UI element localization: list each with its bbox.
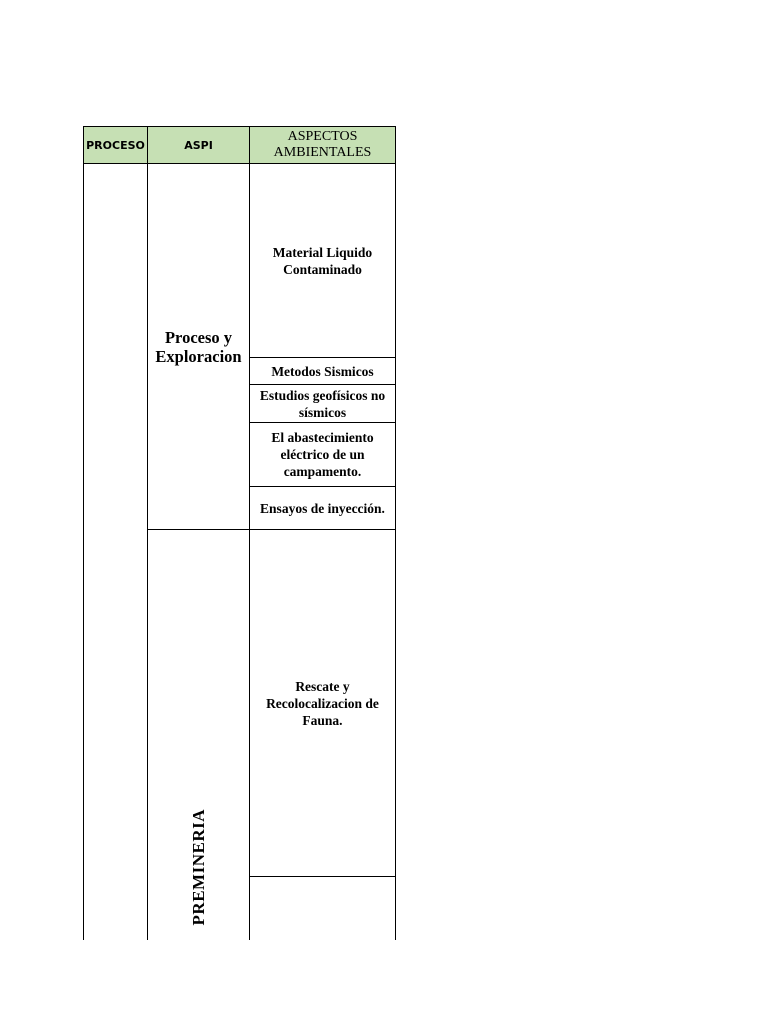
grid-line-right xyxy=(395,163,396,940)
header-proceso: PROCESO xyxy=(83,126,148,164)
aspecto-cell-metodos-sismicos: Metodos Sismicos xyxy=(271,363,374,379)
aspecto-cell-ensayos-inyeccion: Ensayos de inyección. xyxy=(260,500,385,516)
aspi-cell-proceso-exploracion: Proceso y Exploracion xyxy=(155,327,242,366)
aspi-cell-premineria xyxy=(148,800,249,935)
grid-line-left xyxy=(83,163,84,940)
premineria-label: PREMINERIA xyxy=(188,809,208,926)
header-aspi: ASPI xyxy=(147,126,250,164)
aspecto-cell-empty xyxy=(250,877,395,940)
aspecto-cell-material-liquido: Material Liquido Contaminado xyxy=(272,244,373,277)
aspecto-cell-rescate-fauna: Rescate y Recolocalizacion de Fauna. xyxy=(266,678,379,728)
header-aspectos-ambientales: ASPECTOS AMBIENTALES xyxy=(249,126,396,164)
aspecto-cell-abastecimiento-electrico: El abastecimiento eléctrico de un campamento. xyxy=(271,430,374,479)
aspecto-cell-estudios-geofisicos: Estudios geofísicos no sísmicos xyxy=(259,387,386,420)
